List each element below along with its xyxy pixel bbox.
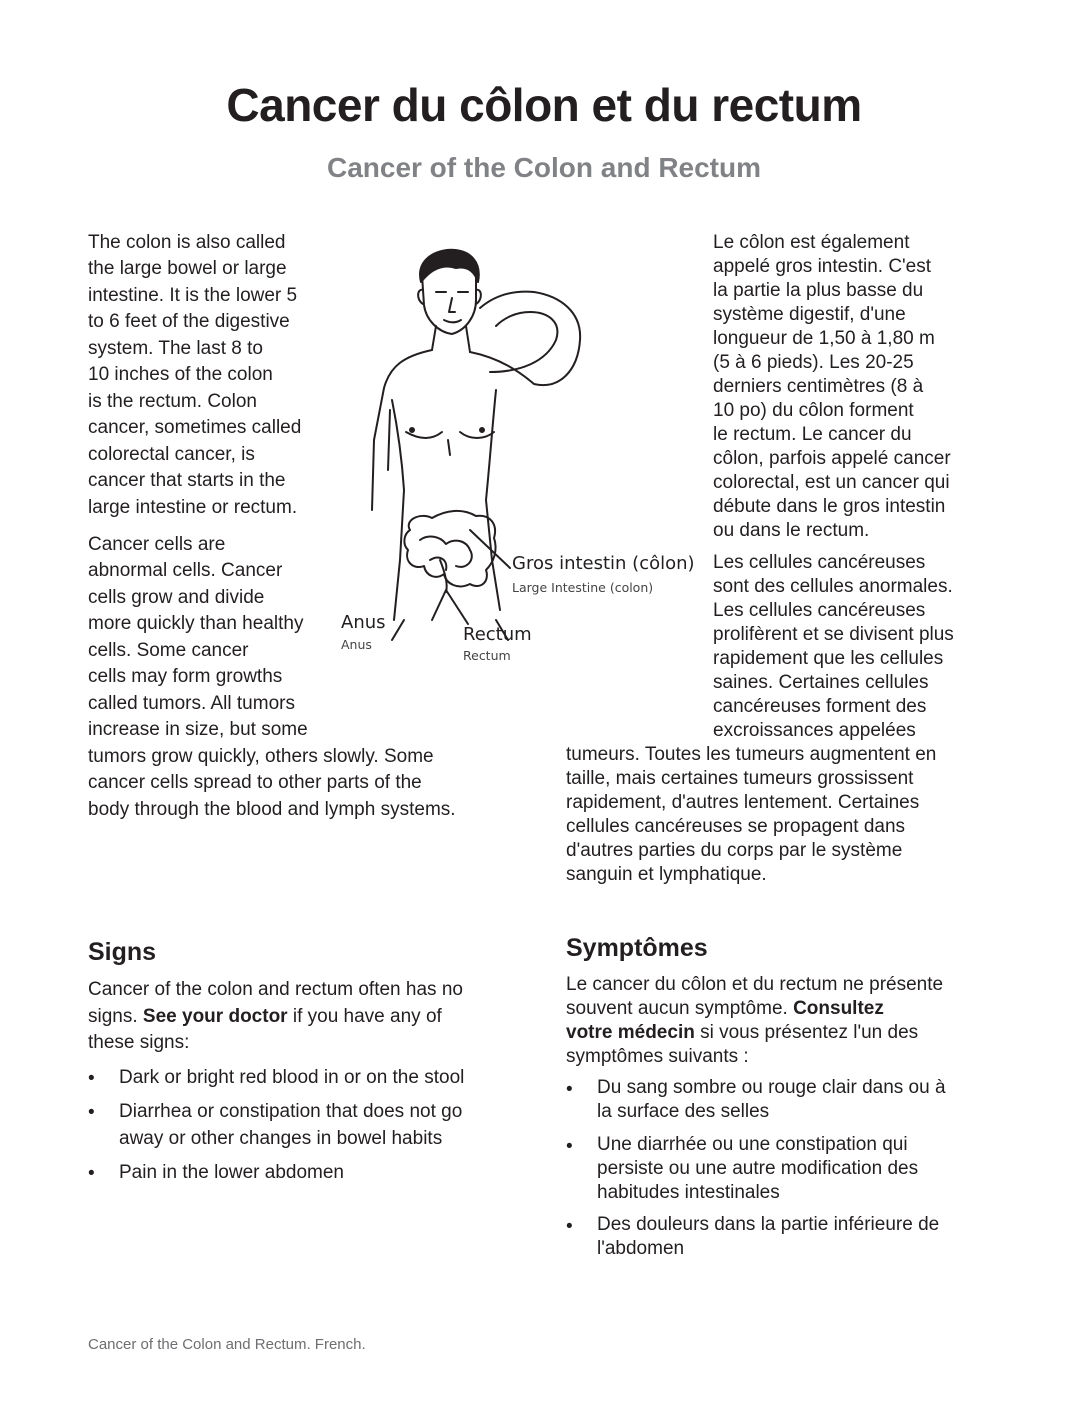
text-line: ou dans le rectum.: [713, 520, 870, 541]
text-line: system. The last 8 to: [88, 338, 263, 359]
text-line: prolifèrent et se divisent plus: [713, 624, 954, 645]
text-span: souvent aucun symptôme.: [566, 998, 794, 1019]
list-item: Diarrhea or constipation that does not go: [119, 1101, 463, 1122]
text-line: débute dans le gros intestin: [713, 496, 946, 517]
text-line: saines. Certaines cellules: [713, 672, 929, 693]
text-line: Cancer cells are: [88, 534, 226, 555]
emphasis-text: See your doctor: [142, 1006, 288, 1027]
text-line: colorectal, est un cancer qui: [713, 472, 950, 493]
text-line: the large bowel or large: [88, 258, 287, 279]
text-line: cancer, sometimes called: [88, 417, 302, 438]
text-line: sont des cellules anormales.: [713, 576, 953, 597]
list-item: away or other changes in bowel habits: [119, 1128, 443, 1149]
text-line: body through the blood and lymph systems.: [88, 799, 456, 820]
text-line: rapidement que les cellules: [713, 648, 944, 669]
text-span: signs.: [88, 1006, 143, 1027]
text-line: longueur de 1,50 à 1,80 m: [713, 328, 935, 349]
text-line: [566, 1021, 918, 1045]
bullet-icon: •: [566, 1079, 573, 1100]
bullet-icon: •: [566, 1216, 573, 1237]
text-line: Les cellules cancéreuses: [713, 600, 926, 621]
text-line: 10 inches of the colon: [88, 364, 273, 385]
signs-heading: Signs: [88, 938, 157, 966]
list-item: habitudes intestinales: [597, 1182, 780, 1203]
text-line: cancer that starts in the: [88, 470, 286, 491]
text-line: these signs:: [88, 1032, 190, 1053]
text-line: sanguin et lymphatique.: [566, 864, 767, 885]
text-line: rapidement, d'autres lentement. Certaines: [566, 792, 920, 813]
list-item: Du sang sombre ou rouge clair dans ou à: [597, 1077, 946, 1098]
bullet-icon: •: [88, 1163, 95, 1184]
symptomes-heading: Symptômes: [566, 934, 708, 962]
text-line: more quickly than healthy: [88, 613, 304, 634]
list-item: Une diarrhée ou une constipation qui: [597, 1134, 908, 1155]
bullet-icon: •: [88, 1102, 95, 1123]
emphasis-text: Consultez: [793, 998, 884, 1019]
label-rectum-fr: Rectum: [463, 624, 532, 645]
list-item: Dark or bright red blood in or on the stool: [119, 1067, 465, 1088]
text-line: Le cancer du côlon et du rectum ne présente: [566, 974, 944, 995]
text-line: [566, 997, 884, 1021]
label-large-intestine-en: Large Intestine (colon): [512, 580, 654, 595]
text-line: tumors grow quickly, others slowly. Some: [88, 746, 434, 767]
list-item: la surface des selles: [597, 1101, 770, 1122]
text-line: is the rectum. Colon: [88, 391, 257, 412]
page-subtitle: Cancer of the Colon and Rectum: [326, 152, 762, 183]
text-line: colorectal cancer, is: [88, 444, 255, 465]
text-line: Les cellules cancéreuses: [713, 552, 926, 573]
text-line: [88, 1004, 442, 1031]
label-anus-fr: Anus: [341, 612, 386, 633]
list-item: Pain in the lower abdomen: [119, 1162, 344, 1183]
list-item: l'abdomen: [597, 1238, 685, 1259]
text-line: le rectum. Le cancer du: [713, 424, 912, 445]
text-line: called tumors. All tumors: [88, 693, 295, 714]
list-item: persiste ou une autre modification des: [597, 1158, 919, 1179]
text-line: 10 po) du côlon forment: [713, 400, 914, 421]
text-line: taille, mais certaines tumeurs grossissent: [566, 768, 914, 789]
label-rectum-en: Rectum: [463, 648, 511, 663]
text-line: cancéreuses forment des: [713, 696, 927, 717]
anatomy-illustration: [330, 240, 710, 660]
text-line: d'autres parties du corps par le système: [566, 840, 903, 861]
text-line: symptômes suivants :: [566, 1046, 749, 1067]
text-line: Cancer of the colon and rectum often has no: [88, 979, 463, 1000]
label-anus-en: Anus: [341, 637, 372, 652]
page-title: Cancer du côlon et du rectum: [226, 79, 862, 131]
text-line: to 6 feet of the digestive: [88, 311, 290, 332]
page-footer: Cancer of the Colon and Rectum. French.: [88, 1336, 366, 1353]
text-line: Le côlon est également: [713, 232, 910, 253]
text-line: cellules cancéreuses se propagent dans: [566, 816, 906, 837]
text-line: cells may form growths: [88, 666, 283, 687]
text-line: côlon, parfois appelé cancer: [713, 448, 951, 469]
text-line: système digestif, d'une: [713, 304, 906, 325]
text-line: (5 à 6 pieds). Les 20-25: [713, 352, 914, 373]
text-line: The colon is also called: [88, 232, 286, 253]
label-large-intestine-fr: Gros intestin (côlon): [512, 553, 695, 574]
text-line: appelé gros intestin. C'est: [713, 256, 932, 277]
text-line: cancer cells spread to other parts of the: [88, 772, 422, 793]
text-line: derniers centimètres (8 à: [713, 376, 924, 397]
bullet-icon: •: [88, 1068, 95, 1089]
text-line: la partie la plus basse du: [713, 280, 924, 301]
text-line: cells grow and divide: [88, 587, 265, 608]
text-line: tumeurs. Toutes les tumeurs augmentent en: [566, 744, 937, 765]
text-line: cells. Some cancer: [88, 640, 249, 661]
text-span: if you have any of: [287, 1006, 442, 1027]
text-line: abnormal cells. Cancer: [88, 560, 283, 581]
bullet-icon: •: [566, 1136, 573, 1157]
text-line: intestine. It is the lower 5: [88, 285, 298, 306]
emphasis-text: votre médecin: [566, 1022, 695, 1043]
text-line: increase in size, but some: [88, 719, 308, 740]
text-span: si vous présentez l'un des: [694, 1022, 919, 1043]
text-line: excroissances appelées: [713, 720, 916, 741]
list-item: Des douleurs dans la partie inférieure de: [597, 1214, 940, 1235]
text-line: large intestine or rectum.: [88, 497, 298, 518]
